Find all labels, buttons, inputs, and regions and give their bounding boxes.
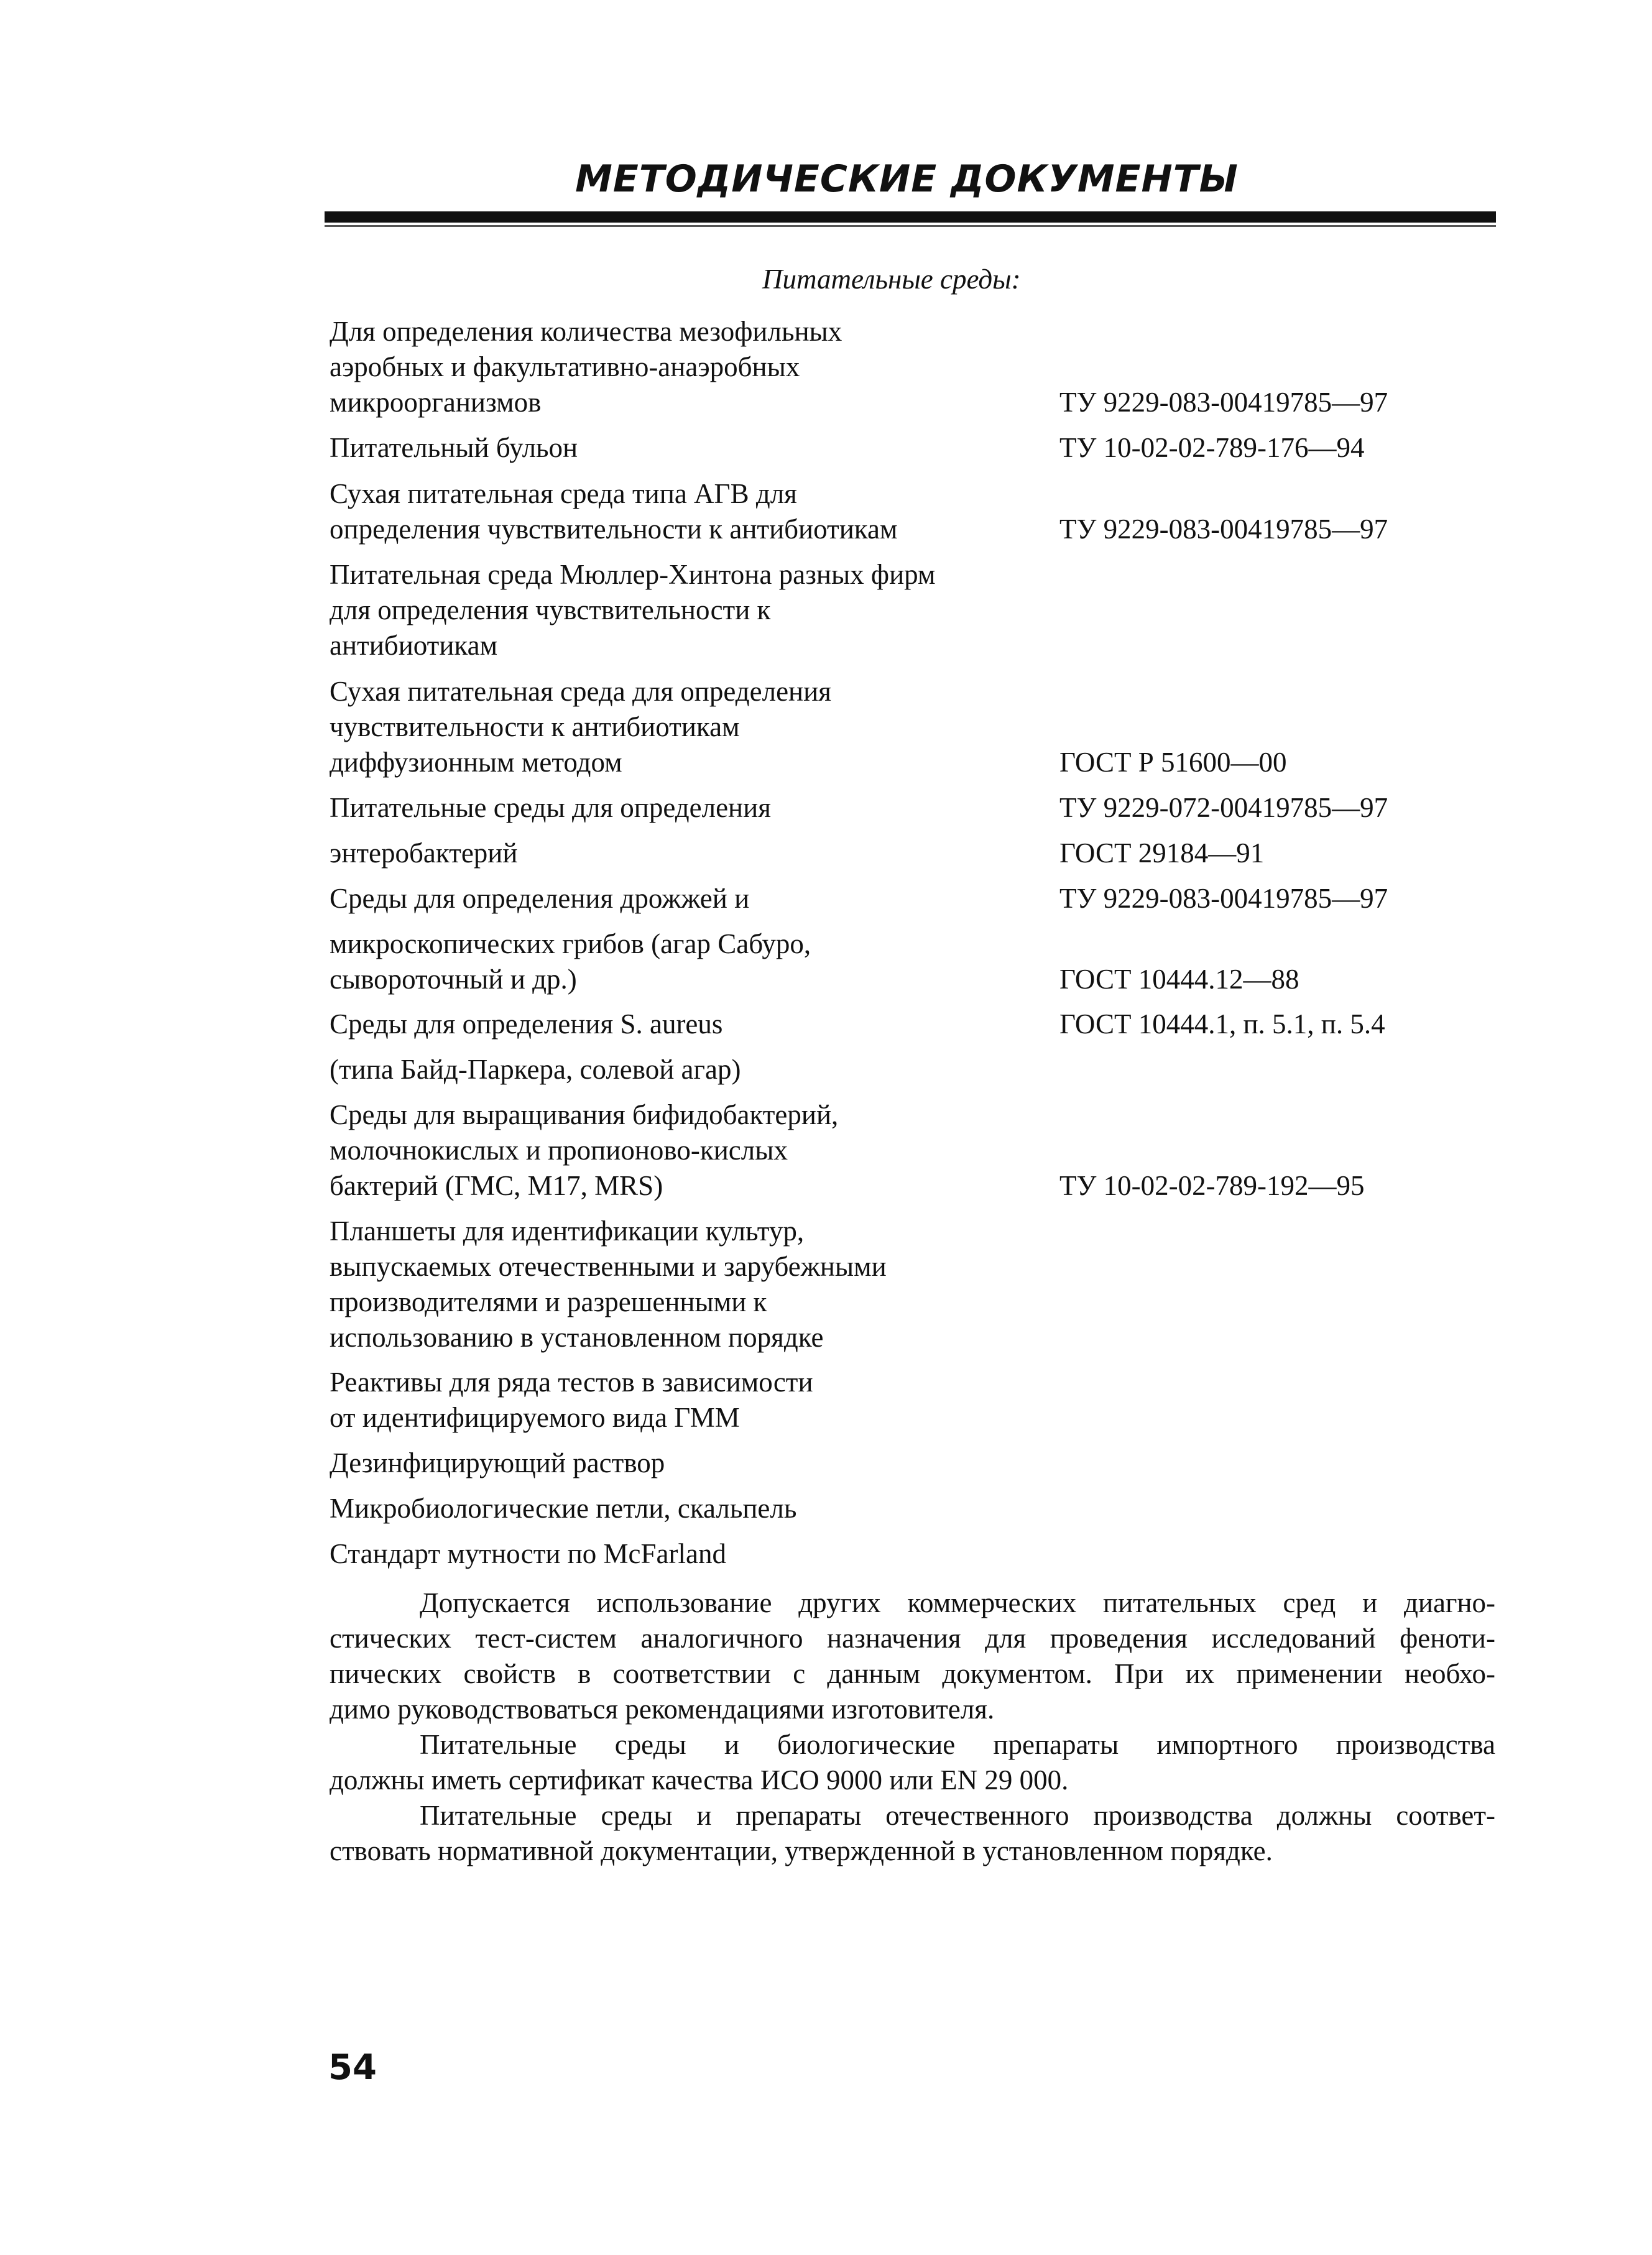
paragraph-line: Питательные среды и биологические препараты импортного производства	[420, 1729, 1495, 1760]
item-text: Среды для определения S. aureus	[330, 1008, 723, 1040]
paragraph-line: димо руководствоваться рекомендациями изготовителя.	[330, 1694, 995, 1725]
paragraph-line: ствовать нормативной документации, утвержденной в установленном порядке.	[330, 1835, 1273, 1866]
paragraph-line: Питательные среды и препараты отечественного производства должны соответ-	[420, 1800, 1495, 1831]
item-code: ТУ 10-02-02-789-192—95	[1059, 1170, 1365, 1201]
item-text: Микробиологические петли, скальпель	[330, 1493, 797, 1524]
item-text: Питательные среды для определения	[330, 792, 771, 823]
header-rule-thin	[325, 225, 1496, 227]
item-text: Стандарт мутности по McFarland	[330, 1538, 726, 1569]
page-number: 54	[328, 2047, 377, 2088]
item-code: ГОСТ 10444.1, п. 5.1, п. 5.4	[1059, 1008, 1385, 1040]
paragraph-line: стических тест-систем аналогичного назначения для проведения исследований феноти-	[330, 1623, 1495, 1654]
item-code: ГОСТ 10444.12—88	[1059, 964, 1299, 995]
paragraph-line: должны иметь сертификат качества ИСО 9000 или EN 29 000.	[330, 1764, 1069, 1796]
body-paragraph	[330, 1727, 1495, 1798]
item-text: (типа Байд-Паркера, солевой агар)	[330, 1054, 741, 1085]
item-text: Среды для выращивания бифидобактерий, молочнокислых и пропионово-кислых бактерий (ГМС, М17, MRS)	[330, 1099, 839, 1201]
item-text: Питательная среда Мюллер-Хинтона разных фирм для определения чувствительности к антибиотикам	[330, 559, 936, 661]
paragraph-line: Допускается использование других коммерческих питательных сред и диагно-	[420, 1587, 1495, 1618]
item-text: Планшеты для идентификации культур, выпускаемых отечественными и зарубежными производителями и разрешенными к использованию в установленном порядке	[330, 1215, 887, 1353]
section-caption: Питательные среды:	[762, 264, 1021, 295]
body-paragraph	[330, 1798, 1495, 1869]
item-code: ТУ 10-02-02-789-176—94	[1059, 432, 1365, 463]
paragraph-line: пических свойств в соответствии с данным документом. При их применении необхо-	[330, 1658, 1495, 1689]
item-code: ТУ 9229-083-00419785—97	[1059, 387, 1388, 418]
item-text: энтеробактерий	[330, 837, 518, 869]
item-text: Среды для определения дрожжей и	[330, 883, 750, 914]
item-text: Сухая питательная среда типа АГВ для определения чувствительности к антибиотикам	[330, 478, 898, 545]
item-code: ТУ 9229-083-00419785—97	[1059, 883, 1388, 914]
item-code: ГОСТ Р 51600—00	[1059, 747, 1287, 778]
page-title: МЕТОДИЧЕСКИЕ ДОКУМЕНТЫ	[575, 157, 1239, 201]
item-text: Для определения количества мезофильных аэробных и факультативно-анаэробных микроорганизмов	[330, 316, 842, 418]
item-text: Питательный бульон	[330, 432, 578, 463]
item-text: Сухая питательная среда для определения чувствительности к антибиотикам диффузионным методом	[330, 676, 831, 778]
item-text: Дезинфицирующий раствор	[330, 1447, 665, 1478]
body-paragraph	[330, 1585, 1495, 1727]
item-code: ТУ 9229-083-00419785—97	[1059, 514, 1388, 545]
item-text: Реактивы для ряда тестов в зависимости от идентифицируемого вида ГММ	[330, 1367, 813, 1433]
header-rule	[325, 211, 1496, 223]
item-text: микроскопических грибов (агар Сабуро, сывороточный и др.)	[330, 928, 811, 995]
item-code: ГОСТ 29184—91	[1059, 837, 1265, 869]
item-code: ТУ 9229-072-00419785—97	[1059, 792, 1388, 823]
